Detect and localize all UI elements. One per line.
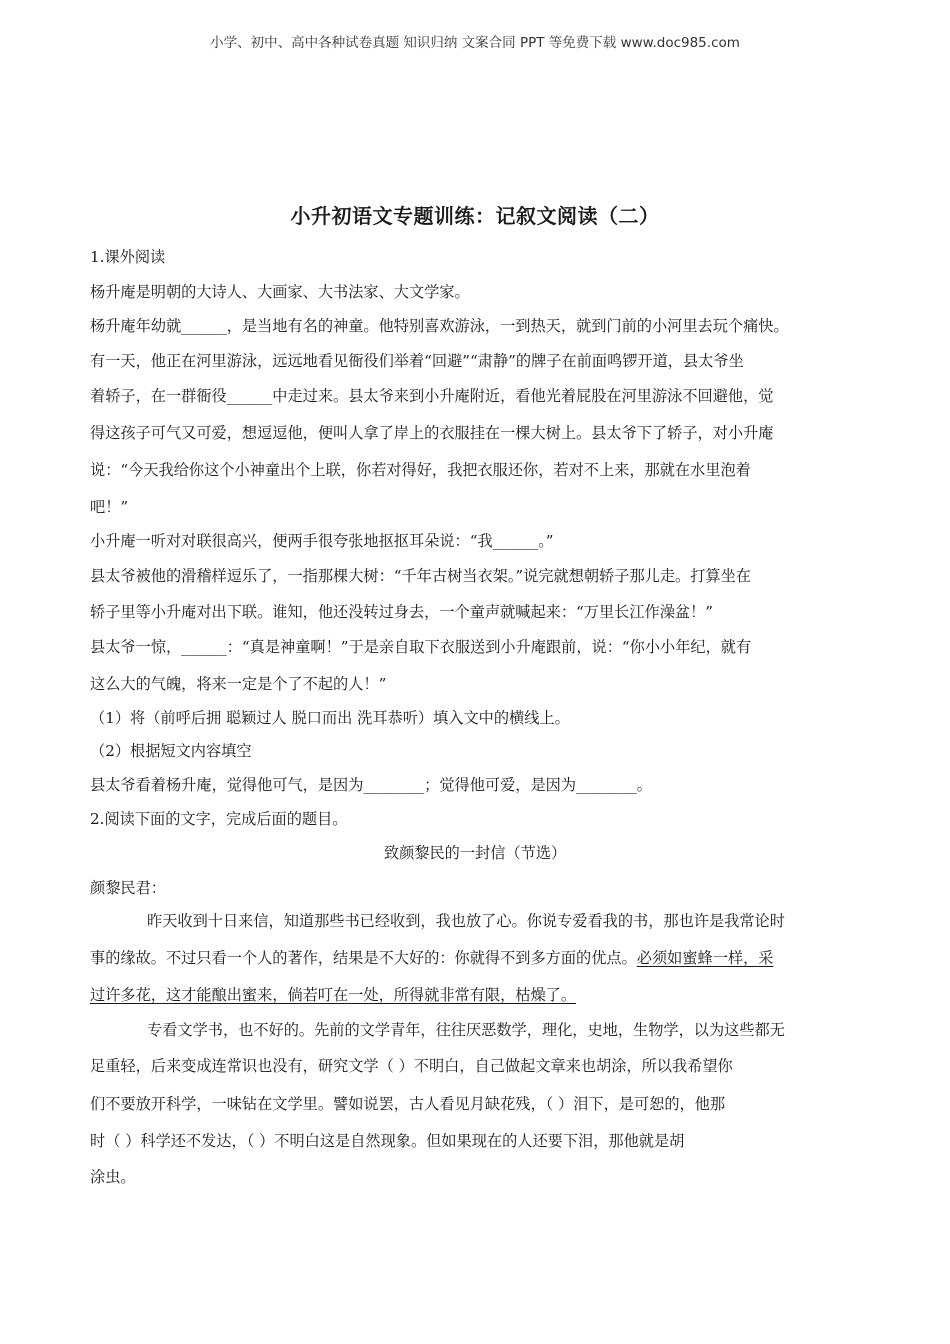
paragraph-line: 得这孩子可气又可爱，想逗逗他，便叫人拿了岸上的衣服挂在一棵大树上。县太爷下了轿子，对小升庵: [90, 424, 774, 442]
page-header: 小学、初中、高中各种试卷真题 知识归纳 文案合同 PPT 等免费下载 www.doc985.com: [210, 35, 740, 51]
letter-salutation: 颜黎民君：: [90, 879, 166, 897]
paragraph-line: 足重轻，后来变成连常识也没有，研究文学（ ）不明白，自己做起文章来也胡涂，所以我希望你: [90, 1057, 733, 1075]
paragraph-line: 吧！”: [90, 498, 129, 516]
paragraph-line: 昨天收到十日来信，知道那些书已经收到，我也放了心。你说专爱看我的书，那也许是我常论时: [147, 912, 785, 930]
page-title: 小升初语文专题训练：记叙文阅读（二）: [290, 204, 660, 228]
question-2-blank-line: 县太爷看着杨升庵，觉得他可气，是因为________；觉得他可爱，是因为________。: [90, 776, 652, 794]
paragraph-line: 这么大的气魄，将来一定是个了不起的人！”: [90, 675, 387, 693]
paragraph-line: 涂虫。: [90, 1168, 136, 1186]
underlined-text: 过许多花，这才能酿出蜜来，倘若叮在一处，所得就非常有限，枯燥了。: [90, 986, 576, 1004]
section1-heading: 1.课外阅读: [90, 248, 166, 266]
paragraph-line: 杨升庵年幼就______，是当地有名的神童。他特别喜欢游泳，一到热天，就到门前的小河里去玩个痛快。: [90, 317, 789, 335]
question-2: （2）根据短文内容填空: [90, 742, 252, 760]
paragraph-line: 说：“今天我给你这个小神童出个上联，你若对得好，我把衣服还你，若对不上来，那就在水里泡着: [90, 461, 751, 479]
paragraph-line: 轿子里等小升庵对出下联。谁知，他还没转过身去，一个童声就喊起来：“万里长江作澡盆！”: [90, 603, 714, 621]
paragraph-line: [90, 947, 773, 968]
letter-title: 致颜黎民的一封信（节选）: [383, 844, 567, 862]
section2-heading: 2.阅读下面的文字，完成后面的题目。: [90, 810, 348, 828]
paragraph-line: 县太爷一惊，______：“真是神童啊！”于是亲自取下衣服送到小升庵跟前，说：“你小小年纪，就有: [90, 638, 752, 656]
paragraph-line: 有一天，他正在河里游泳，远远地看见衙役们举着“回避”“肃静”的牌子在前面鸣锣开道，县太爷坐: [90, 352, 744, 370]
question-1: （1）将（前呼后拥 聪颖过人 脱口而出 洗耳恭听）填入文中的横线上。: [90, 709, 570, 727]
underlined-text: 必须如蜜蜂一样，采: [636, 949, 774, 967]
paragraph-line: 杨升庵是明朝的大诗人、大画家、大书法家、大文学家。: [90, 283, 470, 301]
paragraph-line: 着轿子，在一群衙役______中走过来。县太爷来到小升庵附近，看他光着屁股在河里游泳不回避他，觉: [90, 387, 774, 405]
plain-text: 事的缘故。不过只看一个人的著作，结果是不大好的：你就得不到多方面的优点。: [90, 949, 637, 967]
paragraph-line: 时（ ）科学还不发达，（ ）不明白这是自然现象。但如果现在的人还要下泪，那他就是胡: [90, 1132, 685, 1150]
paragraph-line: 小升庵一听对对联很高兴，便两手很夸张地抠抠耳朵说：“我______。”: [90, 532, 554, 550]
paragraph-line: 们不要放开科学，一味钻在文学里。譬如说罢，古人看见月缺花残，（ ）泪下，是可恕的，他那: [90, 1095, 726, 1113]
paragraph-line: 专看文学书，也不好的。先前的文学青年，往往厌恶数学，理化，史地，生物学，以为这些都无: [147, 1021, 785, 1039]
paragraph-line: 县太爷被他的滑稽样逗乐了，一指那棵大树：“千年古树当衣架。”说完就想朝轿子那儿走。打算坐在: [90, 567, 751, 585]
